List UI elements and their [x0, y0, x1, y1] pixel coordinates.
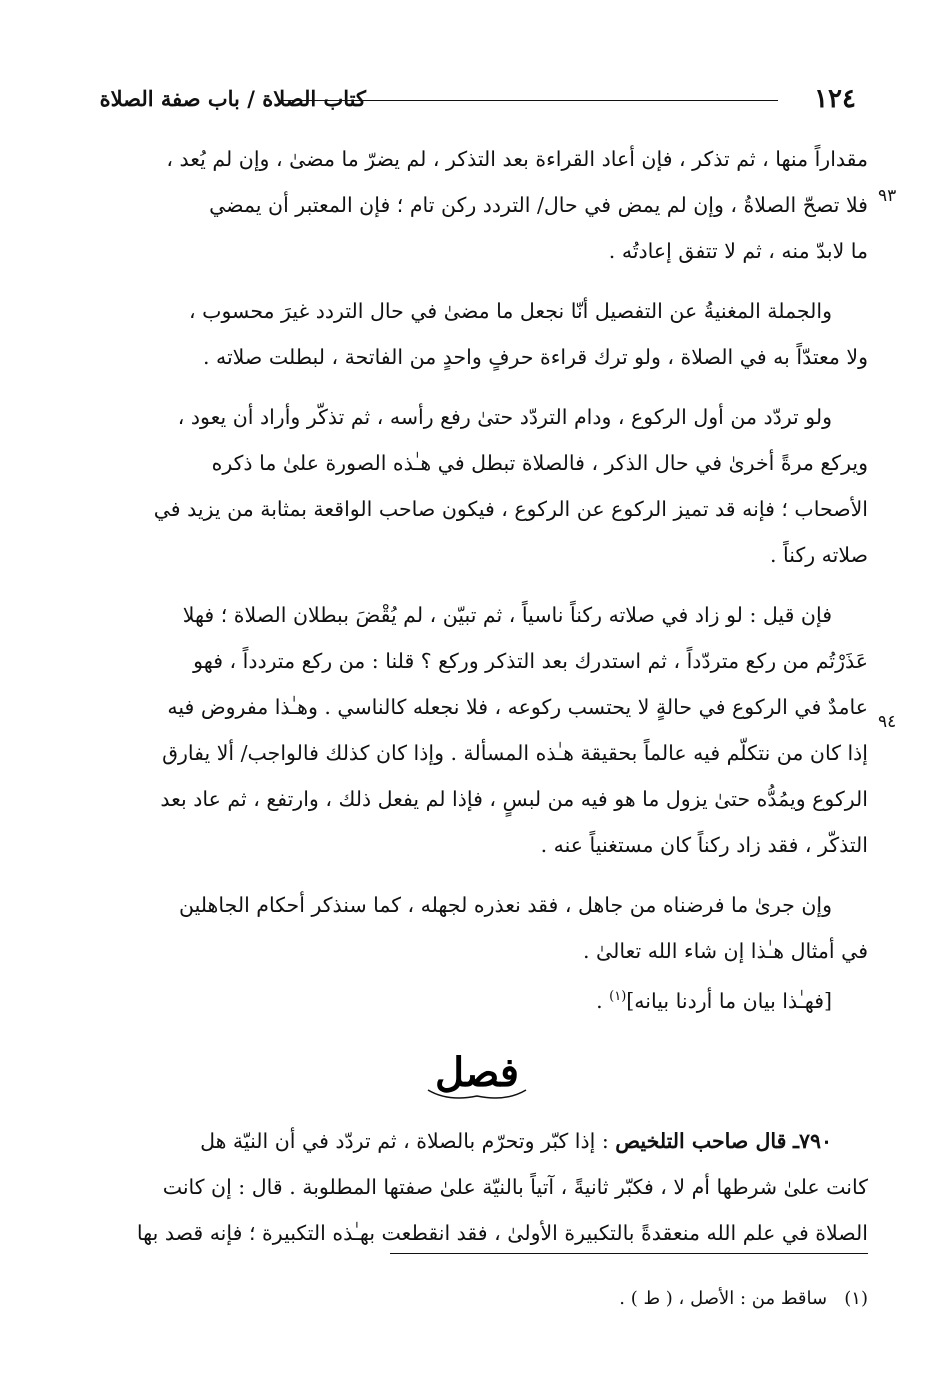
text-line: وإن جرىٰ ما فرضناه من جاهل ، فقد نعذره لجهله ، كما سنذكر أحكام الجاهلين [178, 893, 832, 917]
footnote-rule [390, 1253, 868, 1254]
footnote-ref: (١) [609, 989, 627, 1004]
text-line: الأصحاب ؛ فإنه قد تميز الركوع عن الركوع ، فيكون صاحب الواقعة بمثابة من يزيد في [153, 497, 868, 521]
paragraph [82, 592, 868, 868]
running-title: كتاب الصلاة / باب صفة الصلاة [99, 86, 366, 111]
paragraph [82, 1118, 868, 1256]
page-number: ١٢٤ [814, 84, 856, 114]
margin-marker: ٩٣ [878, 186, 897, 206]
text-line: : إذا كبّر وتحرّم بالصلاة ، ثم تردّد في أن النيّة هل [200, 1129, 609, 1153]
text-line: والجملة المغنيةُ عن التفصيل أنّا نجعل ما مضىٰ في حال التردد غيرَ محسوب ، [189, 299, 832, 323]
fasl-ornament-heading [418, 1040, 536, 1110]
closing-text: [فهـٰذا بيان ما أردنا بيانه] [626, 988, 832, 1013]
footnote-number: (١) [844, 1288, 868, 1309]
text-line: فإن قيل : لو زاد في صلاته ركناً ناسياً ، ثم تبيّن ، لم يُقْضَ ببطلان الصلاة ؛ فهلا [182, 603, 832, 627]
text-line: ولا معتدّاً به في الصلاة ، ولو ترك قراءة حرفٍ واحدٍ من الفاتحة ، لبطلت صلاته . [202, 345, 868, 369]
footnote-text: ساقط من : الأصل ، ( ط ) . [619, 1288, 828, 1309]
paragraph [82, 288, 868, 380]
paragraph [82, 136, 868, 274]
text-line: كانت علىٰ شرطها أم لا ، فكبّر ثانيةً ، آتياً بالنيّة علىٰ صفتها المطلوبة . قال : إن كانت [162, 1175, 868, 1199]
item-lead: قال صاحب التلخيص [615, 1129, 787, 1153]
item-790 [82, 1118, 868, 1256]
text-line: صلاته ركناً . [770, 543, 868, 567]
page-header [88, 80, 866, 120]
paragraph [82, 394, 868, 578]
section-heading: فصل [434, 1049, 520, 1096]
text-line: إذا كان من نتكلّم فيه عالماً بحقيقة هـٰذه المسألة . وإذا كان كذلك فالواجب/ ألا يفارق [162, 741, 868, 765]
text-line: مقداراً منها ، ثم تذكر ، فإن أعاد القراءة بعد التذكر ، لم يضرّ ما مضىٰ ، وإن لم يُعد ، [166, 147, 868, 171]
text-line: ويركع مرةً أخرىٰ في حال الذكر ، فالصلاة تبطل في هـٰذه الصورة علىٰ ما ذكره [211, 451, 868, 475]
text-line: التذكّر ، فقد زاد ركناً كان مستغنياً عنه . [540, 833, 868, 857]
text-line: الركوع ويمُدُّه حتىٰ يزول ما هو فيه من لبسٍ ، فإذا لم يفعل ذلك ، وارتفع ، ثم عاد بعد [160, 787, 868, 811]
margin-marker: ٩٤ [878, 712, 897, 732]
text-line: عَذَرْتُم من ركع متردّداً ، ثم استدرك بعد التذكر وركع ؟ قلنا : من ركع متردداً ، فهو [193, 649, 868, 673]
text-line: عامدٌ في الركوع في حالةٍ لا يحتسب ركوعه ، فلا نجعله كالناسي . وهـٰذا مفروض فيه [167, 695, 868, 719]
text-line: الصلاة في علم الله منعقدةً بالتكبيرة الأولىٰ ، فقد انقطعت بهـٰذه التكبيرة ؛ فإنه قصد بها [136, 1221, 868, 1245]
closing-line: [فهـٰذا بيان ما أردنا بيانه]$^{(١)}$ . [596, 988, 832, 1013]
footnote [82, 1288, 868, 1309]
paragraph [82, 882, 868, 974]
item-number: ٧٩٠ـ [792, 1129, 832, 1153]
text-line: فلا تصحّ الصلاةُ ، وإن لم يمض في حال/ التردد ركن تام ؛ فإن المعتبر أن يمضي [209, 193, 868, 217]
text-line: في أمثال هـٰذا إن شاء الله تعالىٰ . [583, 939, 868, 963]
main-text [82, 136, 868, 1038]
text-line: ولو تردّد من أول الركوع ، ودام التردّد حتىٰ رفع رأسه ، ثم تذكّر وأراد أن يعود ، [177, 405, 832, 429]
text-line: ما لابدّ منه ، ثم لا تتفق إعادتُه . [608, 239, 868, 263]
